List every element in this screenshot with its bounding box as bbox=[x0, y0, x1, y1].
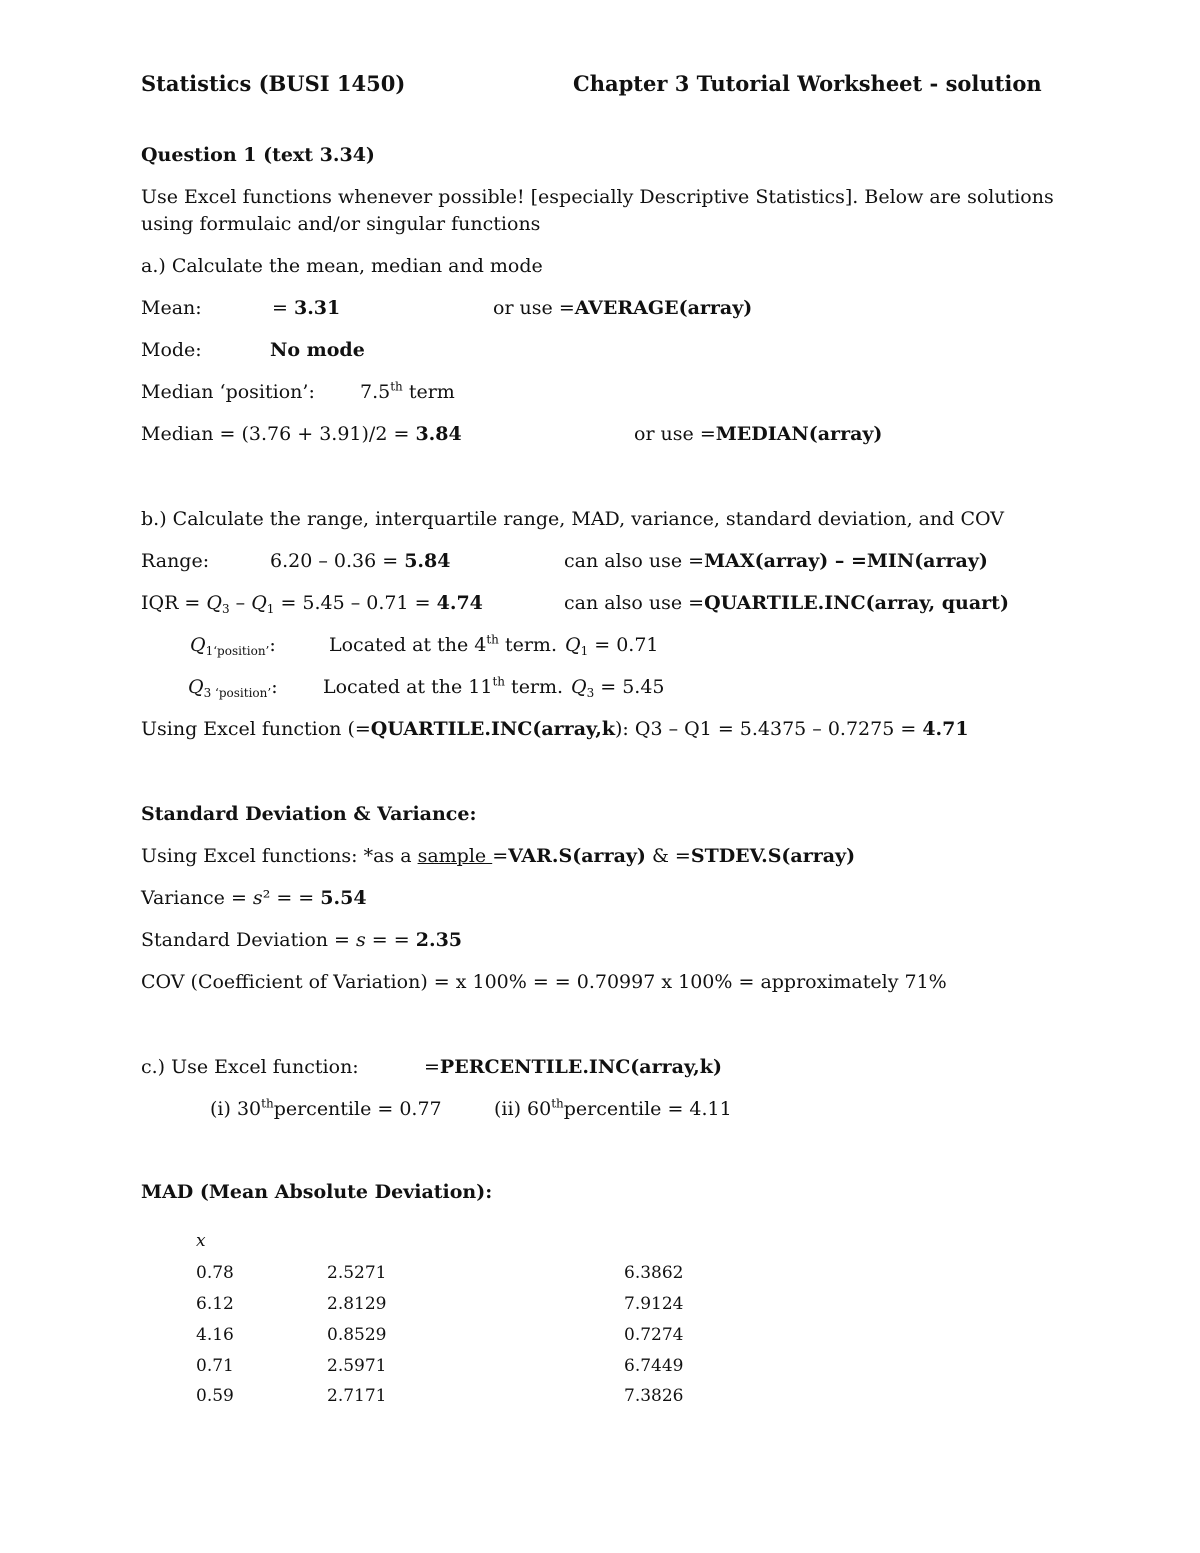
document-title: Chapter 3 Tutorial Worksheet - solution bbox=[573, 71, 1042, 96]
mode-value: No mode bbox=[270, 339, 365, 361]
mean-excel-alt bbox=[493, 296, 752, 320]
median-line bbox=[141, 422, 462, 446]
course-title: Statistics (BUSI 1450) bbox=[141, 71, 406, 96]
q3-position-text bbox=[323, 675, 563, 699]
quartile-excel-calculation: ): Q3 – Q1 = 5.4375 – 0.7275 = bbox=[615, 718, 923, 740]
mad-cell: 0.7274 bbox=[624, 1325, 684, 1345]
mad-cell: 6.7449 bbox=[624, 1356, 684, 1376]
range-calculation: 6.20 – 0.36 = bbox=[270, 550, 405, 572]
q3-position-symbol: Q bbox=[188, 676, 204, 698]
range-excel-alt bbox=[564, 549, 988, 573]
percentile-60-suffix: th bbox=[551, 1096, 564, 1111]
q3-located-suffix: th bbox=[492, 674, 506, 689]
intro-line-1: Use Excel functions whenever possible! [especially Descriptive Statistics]. Below are solutions bbox=[141, 186, 1054, 208]
percentile-30-suffix: th bbox=[261, 1096, 274, 1111]
mad-cell: 0.71 bbox=[196, 1356, 234, 1376]
median-value: 3.84 bbox=[415, 423, 462, 445]
q3-value: = 5.45 bbox=[594, 676, 665, 698]
median-calculation: Median = (3.76 + 3.91)/2 = bbox=[141, 423, 416, 445]
mad-cell: 0.59 bbox=[196, 1386, 234, 1406]
median-alt-prefix: or use = bbox=[634, 423, 716, 445]
percentile-60 bbox=[494, 1097, 732, 1121]
median-excel-alt bbox=[634, 422, 882, 446]
sd-suffix: = = bbox=[365, 929, 416, 951]
range-label: Range: bbox=[141, 550, 210, 572]
sd-variance-heading: Standard Deviation & Variance: bbox=[141, 803, 477, 825]
mean-alt-prefix: or use = bbox=[493, 297, 575, 319]
mad-heading: MAD (Mean Absolute Deviation): bbox=[141, 1181, 493, 1203]
variance-value: 5.54 bbox=[320, 887, 367, 909]
mad-cell: 2.8129 bbox=[327, 1294, 387, 1314]
median-position-word: term bbox=[402, 381, 455, 403]
mean-equals: = bbox=[272, 297, 294, 319]
iqr-alt-prefix: can also use = bbox=[564, 592, 705, 614]
mad-cell: 4.16 bbox=[196, 1325, 234, 1345]
q1-value-symbol: Q bbox=[565, 634, 581, 656]
mean-label: Mean: bbox=[141, 297, 202, 319]
mean-alt-function: AVERAGE(array) bbox=[574, 297, 753, 319]
sd-symbol: s bbox=[356, 929, 366, 951]
mad-cell: 2.7171 bbox=[327, 1386, 387, 1406]
iqr-q1-symbol: Q bbox=[251, 592, 267, 614]
q3-position-colon: : bbox=[271, 676, 278, 698]
quartile-excel-line bbox=[141, 717, 969, 741]
q3-located-text: Located at the 11 bbox=[323, 676, 493, 698]
q1-position-text bbox=[329, 633, 557, 657]
mad-cell: 0.78 bbox=[196, 1263, 234, 1283]
q1-value-subscript: 1 bbox=[580, 644, 589, 658]
intro-line-2: using formulaic and/or singular functions bbox=[141, 213, 541, 235]
percentile-30 bbox=[210, 1097, 442, 1121]
q1-value: = 0.71 bbox=[588, 634, 659, 656]
iqr-line bbox=[141, 591, 483, 621]
q3-value-symbol: Q bbox=[571, 676, 587, 698]
quartile-excel-prefix: Using Excel function (= bbox=[141, 718, 371, 740]
percentile-60-prefix: (ii) 60 bbox=[494, 1098, 552, 1120]
variance-suffix: ² = = bbox=[262, 887, 321, 909]
part-b-prompt: b.) Calculate the range, interquartile range, MAD, variance, standard deviation, and COV bbox=[141, 508, 1004, 530]
part-c-prompt: c.) Use Excel function: bbox=[141, 1056, 359, 1078]
cov-line: COV (Coefficient of Variation) = x 100% = = 0.70997 x 100% = approximately 71% bbox=[141, 971, 947, 993]
mode-label: Mode: bbox=[141, 339, 202, 361]
quartile-excel-function: QUARTILE.INC(array,k bbox=[370, 718, 616, 740]
iqr-minus: – bbox=[229, 592, 252, 614]
mad-cell: 7.9124 bbox=[624, 1294, 684, 1314]
median-position-label: Median ‘position’: bbox=[141, 381, 315, 403]
sd-variance-excel-line bbox=[141, 844, 855, 868]
q1-located-suffix: th bbox=[486, 632, 499, 647]
sd-excel-prefix: Using Excel functions: *as a bbox=[141, 845, 418, 867]
q3-position-subscript: 3 bbox=[203, 686, 212, 700]
q3-value-line bbox=[571, 675, 665, 705]
q3-value-subscript: 3 bbox=[586, 686, 595, 700]
quartile-excel-value: 4.71 bbox=[922, 718, 969, 740]
iqr-value: 4.74 bbox=[436, 592, 483, 614]
q1-position-subscript: 1 bbox=[205, 644, 214, 658]
median-position-number: 7.5 bbox=[360, 381, 391, 403]
q1-located-term: term. bbox=[498, 634, 557, 656]
iqr-q1-subscript: 1 bbox=[266, 602, 275, 616]
iqr-q3-subscript: 3 bbox=[221, 602, 230, 616]
sd-excel-ampersand: & = bbox=[645, 845, 691, 867]
q1-position-word: ‘position’ bbox=[213, 644, 270, 658]
q1-position-colon: : bbox=[269, 634, 276, 656]
range-alt-function: MAX(array) – =MIN(array) bbox=[704, 550, 988, 572]
iqr-alt-function: QUARTILE.INC(array, quart) bbox=[704, 592, 1009, 614]
iqr-prefix: IQR = bbox=[141, 592, 207, 614]
sd-excel-sample: sample bbox=[417, 845, 493, 867]
mad-cell: 0.8529 bbox=[327, 1325, 387, 1345]
mad-cell: 6.3862 bbox=[624, 1263, 684, 1283]
percentile-30-prefix: (i) 30 bbox=[210, 1098, 262, 1120]
mad-cell: 6.12 bbox=[196, 1294, 234, 1314]
q3-located-term: term. bbox=[505, 676, 564, 698]
q1-position-label bbox=[190, 633, 276, 663]
stdev-s-function: STDEV.S(array) bbox=[690, 845, 856, 867]
percentile-60-value: percentile = 4.11 bbox=[563, 1098, 732, 1120]
var-s-function: VAR.S(array) bbox=[508, 845, 646, 867]
percentile-function: PERCENTILE.INC(array,k) bbox=[439, 1056, 722, 1078]
q3-position-label bbox=[188, 675, 278, 705]
median-position-suffix: th bbox=[390, 379, 403, 394]
range-alt-prefix: can also use = bbox=[564, 550, 705, 572]
range-line bbox=[270, 549, 450, 573]
percentile-30-value: percentile = 0.77 bbox=[273, 1098, 442, 1120]
mean-result bbox=[272, 296, 340, 320]
mad-column-header-x: x bbox=[196, 1231, 206, 1251]
mad-cell: 2.5271 bbox=[327, 1263, 387, 1283]
mad-cell: 7.3826 bbox=[624, 1386, 684, 1406]
part-a-prompt: a.) Calculate the mean, median and mode bbox=[141, 255, 543, 277]
percentile-function-line bbox=[424, 1055, 722, 1079]
q3-position-word: ‘position’ bbox=[211, 686, 272, 700]
variance-prefix: Variance = bbox=[141, 887, 253, 909]
question-1-heading: Question 1 (text 3.34) bbox=[141, 144, 375, 166]
median-alt-function: MEDIAN(array) bbox=[715, 423, 883, 445]
q1-value-line bbox=[565, 633, 659, 663]
percentile-function-prefix: = bbox=[424, 1056, 440, 1078]
iqr-calculation: = 5.45 – 0.71 = bbox=[274, 592, 437, 614]
sd-value: 2.35 bbox=[415, 929, 463, 951]
mean-value: 3.31 bbox=[293, 297, 341, 319]
variance-line bbox=[141, 886, 367, 910]
iqr-excel-alt bbox=[564, 591, 1009, 615]
q1-position-symbol: Q bbox=[190, 634, 206, 656]
sd-excel-mid: = bbox=[492, 845, 509, 867]
iqr-q3-symbol: Q bbox=[206, 592, 222, 614]
variance-symbol: s bbox=[252, 887, 263, 909]
sd-prefix: Standard Deviation = bbox=[141, 929, 356, 951]
range-value: 5.84 bbox=[404, 550, 451, 572]
median-position-value bbox=[360, 380, 455, 404]
standard-deviation-line bbox=[141, 928, 462, 952]
mad-cell: 2.5971 bbox=[327, 1356, 387, 1376]
q1-located-text: Located at the 4 bbox=[329, 634, 487, 656]
